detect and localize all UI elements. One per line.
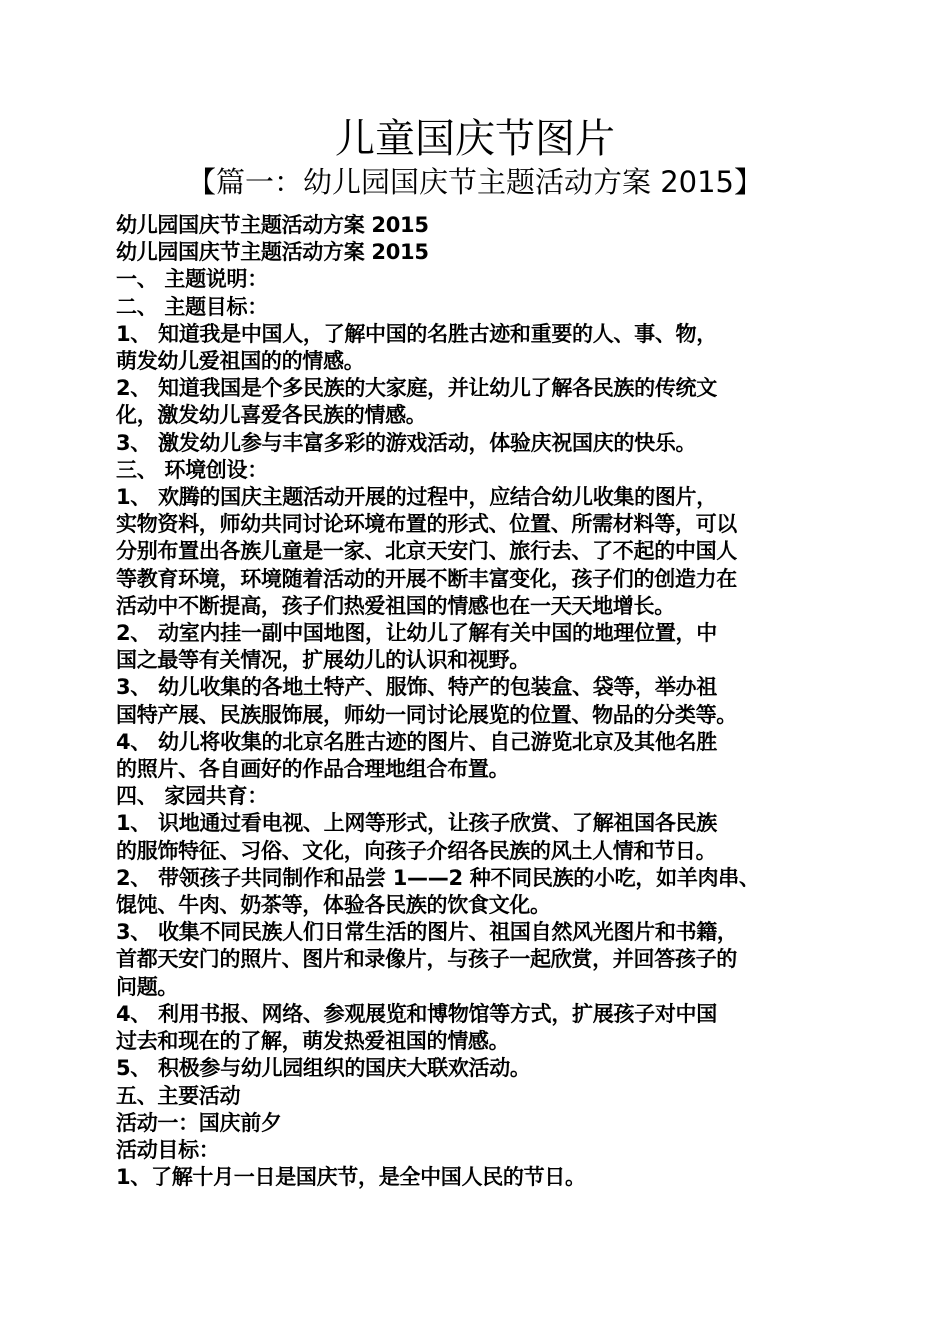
- text-line: 四、 家园共育：: [116, 784, 268, 809]
- text-line: 3、 收集不同民族人们日常生活的图片、祖国自然风光图片和书籍，: [116, 920, 738, 945]
- text-line: 馄饨、牛肉、奶茶等，体验各民族的饮食文化。: [116, 893, 551, 918]
- text-line: 国特产展、民族服饰展，师幼一同讨论展览的位置、物品的分类等。: [116, 702, 737, 727]
- text-line: 二、 主题目标：: [116, 294, 268, 319]
- text-line: 一、 主题说明：: [116, 267, 268, 292]
- text-line: 萌发幼儿爱祖国的的情感。: [116, 349, 365, 374]
- text-line: 2、 知道我国是个多民族的大家庭，并让幼儿了解各民族的传统文: [116, 376, 717, 401]
- text-line: 的照片、各自画好的作品合理地组合布置。: [116, 757, 510, 782]
- text-line: 1、 知道我是中国人，了解中国的名胜古迹和重要的人、事、物，: [116, 321, 717, 346]
- text-line: 活动一：国庆前夕: [116, 1110, 282, 1135]
- text-line: 的服饰特征、习俗、文化，向孩子介绍各民族的风土人情和节日。: [116, 838, 717, 863]
- text-line: 2、 动室内挂一副中国地图，让幼儿了解有关中国的地理位置，中: [116, 621, 717, 646]
- text-line: 实物资料，师幼共同讨论环境布置的形式、位置、所需材料等，可以: [116, 512, 737, 537]
- text-line: 问题。: [116, 974, 179, 999]
- document-body: [116, 212, 840, 1191]
- text-line: 首都天安门的照片、图片和录像片，与孩子一起欣赏，并回答孩子的: [116, 947, 737, 972]
- text-line: 1、 欢腾的国庆主题活动开展的过程中，应结合幼儿收集的图片，: [116, 485, 717, 510]
- text-line: 等教育环境，环境随着活动的开展不断丰富变化，孩子们的创造力在: [116, 566, 737, 591]
- text-line: 4、 幼儿将收集的北京名胜古迹的图片、自己游览北京及其他名胜: [116, 729, 717, 754]
- text-line: 4、 利用书报、网络、参观展览和博物馆等方式，扩展孩子对中国: [116, 1001, 717, 1026]
- text-line: 化，激发幼儿喜爱各民族的情感。: [116, 403, 427, 428]
- text-line: 1、了解十月一日是国庆节，是全中国人民的节日。: [116, 1165, 586, 1190]
- text-line: 1、 识地通过看电视、上网等形式，让孩子欣赏、了解祖国各民族: [116, 811, 717, 836]
- text-line: 活动目标：: [116, 1137, 220, 1162]
- document-title: 儿童国庆节图片: [335, 116, 615, 162]
- text-line: 3、 幼儿收集的各地土特产、服饰、特产的包装盒、袋等，举办祖: [116, 675, 717, 700]
- text-line: 3、 激发幼儿参与丰富多彩的游戏活动，体验庆祝国庆的快乐。: [116, 430, 697, 455]
- text-line: 活动中不断提高，孩子们热爱祖国的情感也在一天天地增长。: [116, 593, 675, 618]
- text-line: 三、 环境创设：: [116, 457, 268, 482]
- text-line: 分别布置出各族儿童是一家、北京天安门、旅行去、了不起的中国人: [116, 539, 737, 564]
- text-line: 幼儿园国庆节主题活动方案 2015: [116, 240, 429, 265]
- text-line: 5、 积极参与幼儿园组织的国庆大联欢活动。: [116, 1056, 531, 1081]
- document-subtitle: 【篇一：幼儿园国庆节主题活动方案 2015】: [186, 165, 764, 199]
- text-line: 国之最等有关情况，扩展幼儿的认识和视野。: [116, 648, 530, 673]
- text-line: 五、主要活动: [116, 1083, 241, 1108]
- text-line: 2、 带领孩子共同制作和品尝 1——2 种不同民族的小吃，如羊肉串、: [116, 865, 760, 890]
- text-line: 幼儿园国庆节主题活动方案 2015: [116, 213, 429, 237]
- text-line: 过去和现在的了解，萌发热爱祖国的情感。: [116, 1029, 510, 1054]
